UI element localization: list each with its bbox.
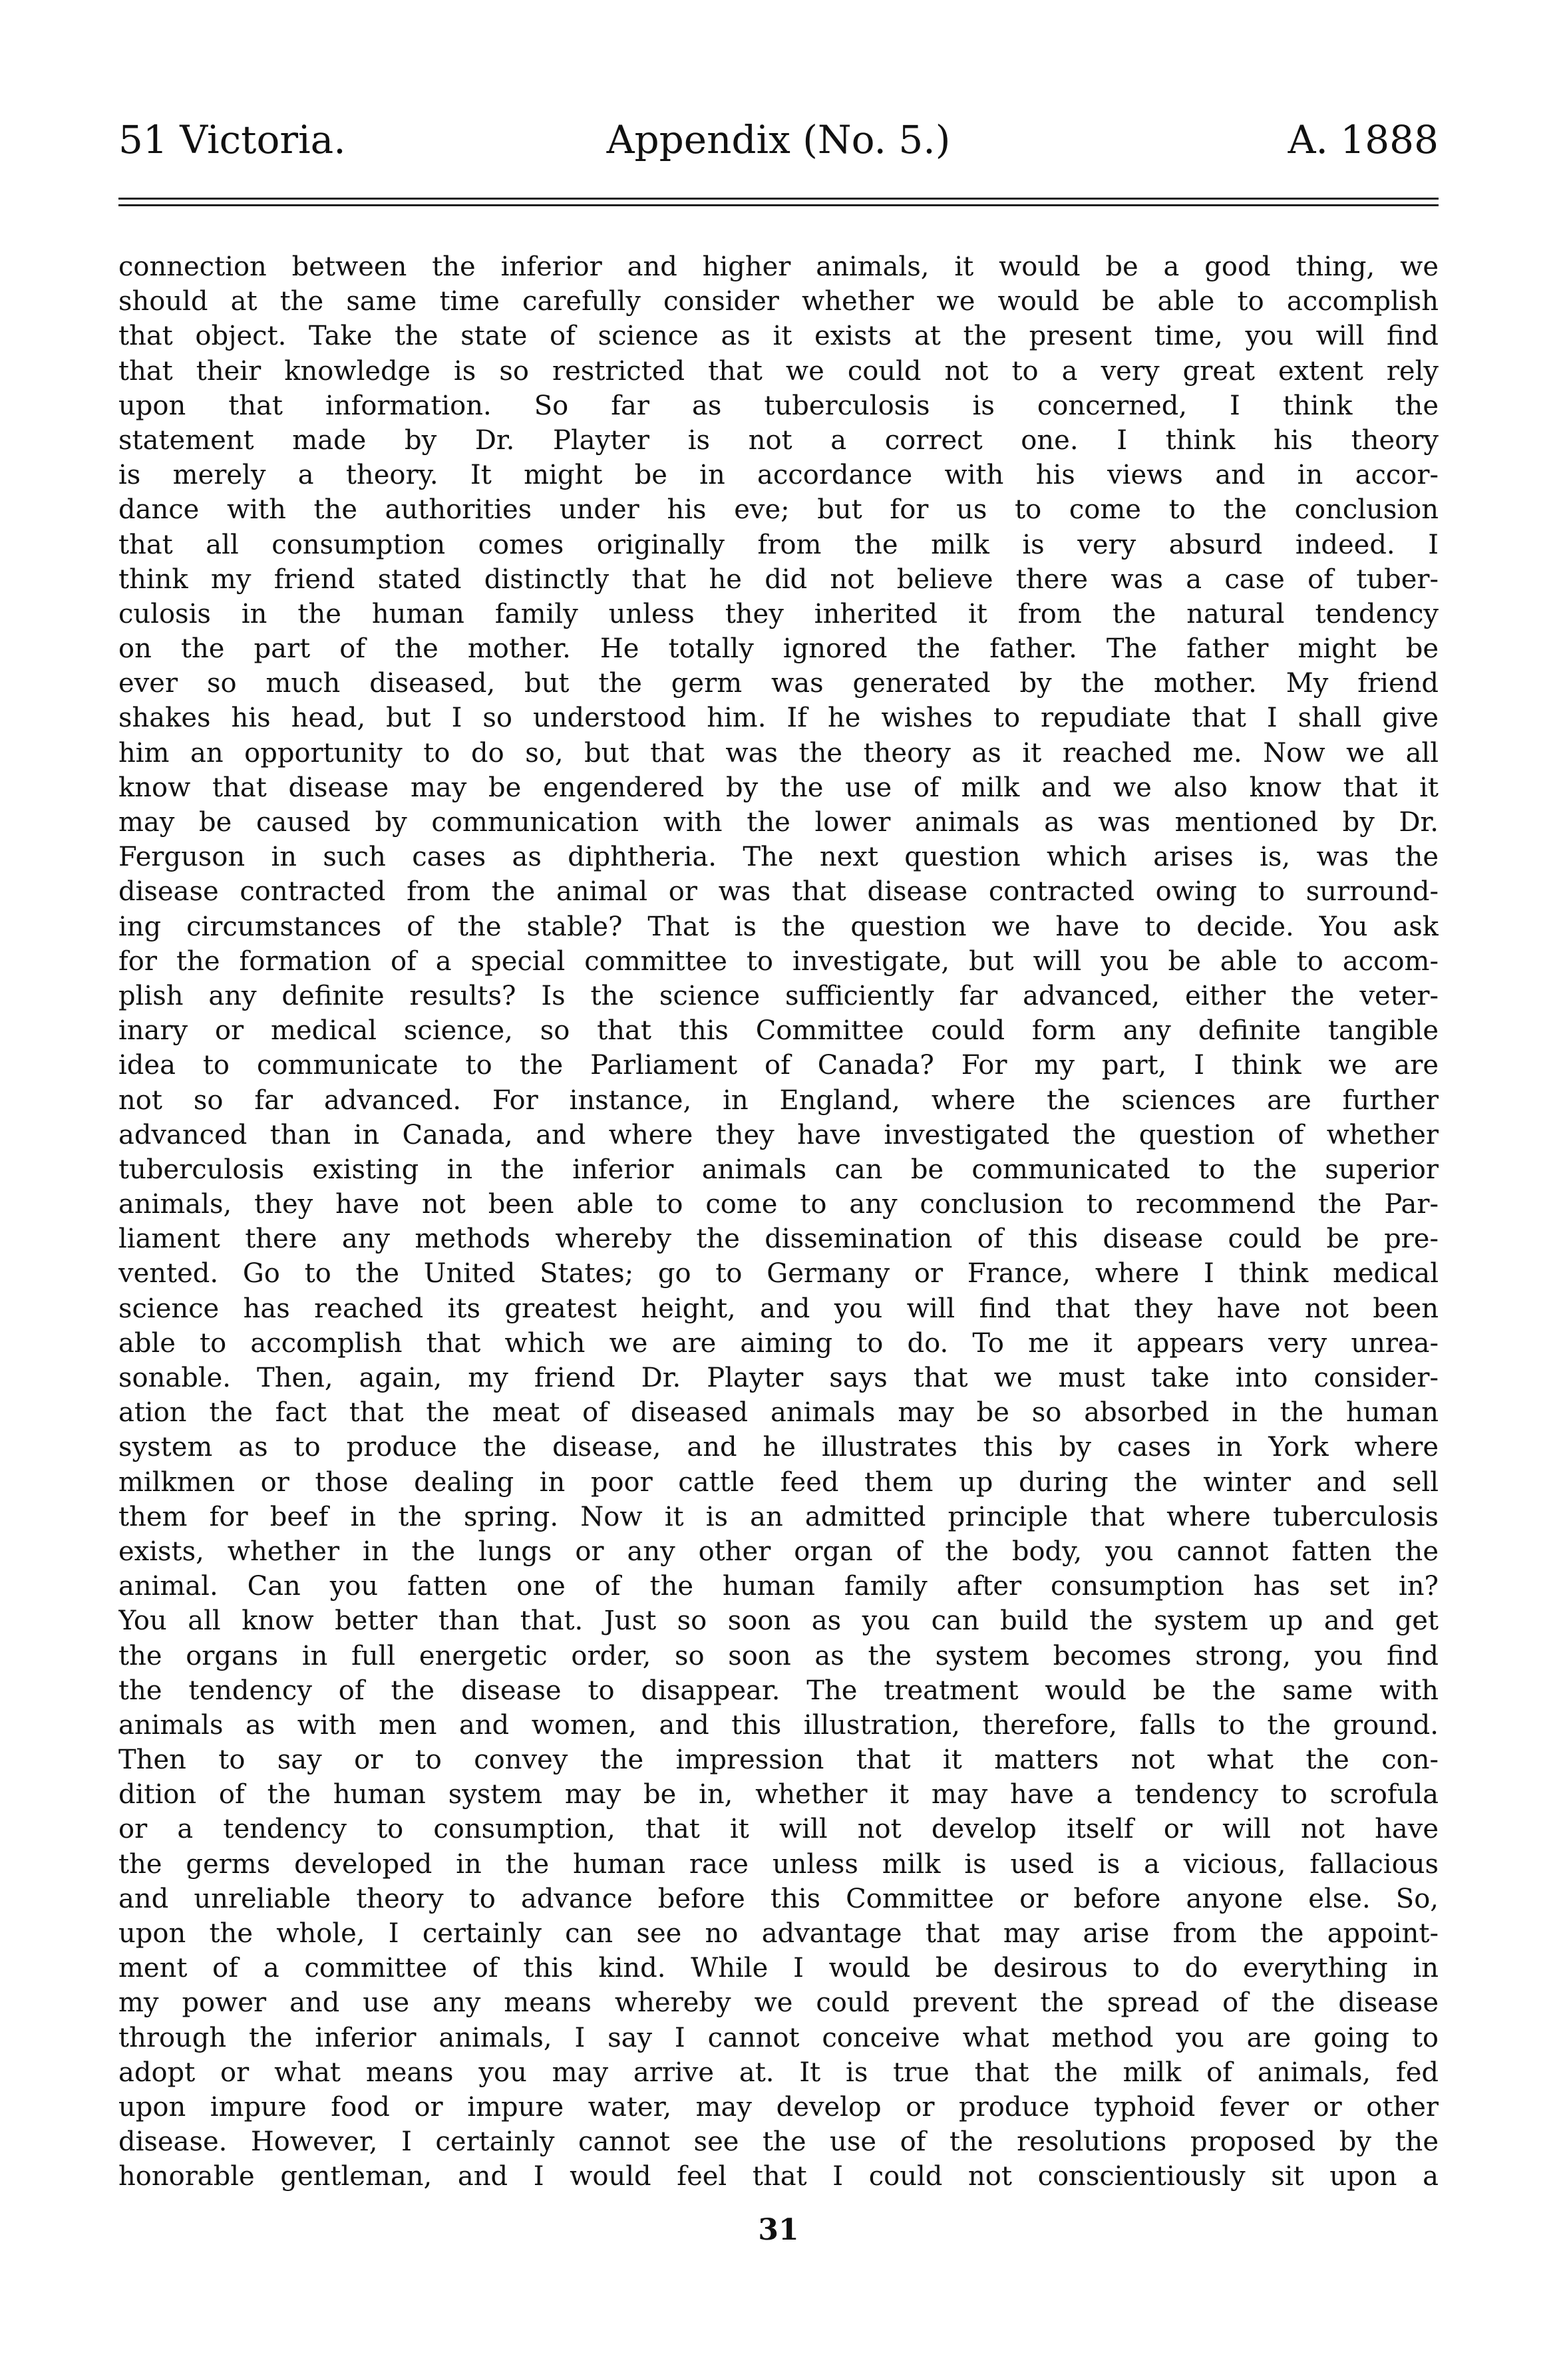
text-line: my power and use any means whereby we could prevent the spread of the disease [118,1987,1439,2019]
text-line: culosis in the human family unless they inherited it from the natural tendency [118,598,1439,629]
text-line: science has reached its greatest height, and you will find that they have not been [118,1293,1439,1324]
text-line: ing circumstances of the stable? That is the question we have to decide. You ask [118,911,1439,942]
text-line: animals, they have not been able to come to any conclusion to recommend the Par- [118,1189,1439,1220]
text-line: adopt or what means you may arrive at. It is true that the milk of animals, fed [118,2057,1439,2088]
text-line: disease. However, I certainly cannot see the use of the resolutions proposed by the [118,2126,1439,2158]
text-line: statement made by Dr. Playter is not a correct one. I think his theory [118,425,1439,456]
text-line: sonable. Then, again, my friend Dr. Playter says that we must take into consider- [118,1363,1439,1393]
header-year: A. 1888 [1288,117,1439,162]
page-number: 31 [758,2213,799,2247]
running-header [118,113,1439,166]
text-line: dance with the authorities under his eve; but for us to come to the conclusion [118,494,1439,526]
text-line: ever so much diseased, but the germ was generated by the mother. My friend [118,668,1439,699]
header-session: 51 Victoria. [118,117,346,162]
text-line: ment of a committee of this kind. While I would be desirous to do everything in [118,1953,1439,1984]
text-line: able to accomplish that which we are aiming to do. To me it appears very unrea- [118,1327,1439,1359]
text-line: animal. Can you fatten one of the human family after consumption has set in? [118,1571,1439,1602]
text-line: the tendency of the disease to disappear. The treatment would be the same with [118,1675,1439,1706]
text-line: should at the same time carefully consider whether we would be able to accomplish [118,286,1439,317]
text-line: animals as with men and women, and this illustration, therefore, falls to the ground. [118,1709,1439,1741]
text-line: and unreliable theory to advance before this Committee or before anyone else. So, [118,1883,1439,1914]
text-line: You all know better than that. Just so soon as you can build the system up and get [118,1606,1439,1637]
text-line: think my friend stated distinctly that he did not believe there was a case of tuber- [118,564,1439,595]
text-line: system as to produce the disease, and he illustrates this by cases in York where [118,1432,1439,1463]
text-line: is merely a theory. It might be in accordance with his views and in accor- [118,460,1439,491]
text-line: upon the whole, I certainly can see no advantage that may arise from the appoint- [118,1918,1439,1949]
text-line: inary or medical science, so that this Committee could form any definite tangible [118,1015,1439,1047]
text-line: the organs in full energetic order, so soon as the system becomes strong, you find [118,1640,1439,1671]
text-line: that all consumption comes originally from the milk is very absurd indeed. I [118,529,1439,560]
text-line: plish any definite results? Is the science sufficiently far advanced, either the veter- [118,980,1439,1011]
text-line: exists, whether in the lungs or any other organ of the body, you cannot fatten the [118,1536,1439,1567]
text-line: on the part of the mother. He totally ignored the father. The father might be [118,633,1439,665]
text-line: that object. Take the state of science as it exists at the present time, you will find [118,321,1439,352]
text-line: milkmen or those dealing in poor cattle feed them up during the winter and sell [118,1466,1439,1498]
text-line: vented. Go to the United States; go to Germany or France, where I think medical [118,1258,1439,1289]
text-line: advanced than in Canada, and where they have investigated the question of whether [118,1119,1439,1150]
text-line: not so far advanced. For instance, in England, where the sciences are further [118,1085,1439,1116]
text-line: upon impure food or impure water, may develop or produce typhoid fever or other [118,2091,1439,2123]
text-line: know that disease may be engendered by the use of milk and we also know that it [118,772,1439,803]
header-rule-bottom [118,204,1439,206]
text-line: through the inferior animals, I say I cannot conceive what method you are going to [118,2022,1439,2053]
header-appendix: Appendix (No. 5.) [606,117,951,162]
text-line: liament there any methods whereby the dissemination of this disease could be pre- [118,1224,1439,1255]
text-line: ation the fact that the meat of diseased animals may be so absorbed in the human [118,1397,1439,1429]
text-line: tuberculosis existing in the inferior animals can be communicated to the superior [118,1154,1439,1185]
text-line: Ferguson in such cases as diphtheria. The next question which arises is, was the [118,842,1439,873]
text-line: may be caused by communication with the lower animals as was mentioned by Dr. [118,807,1439,838]
header-rule-top [118,198,1439,200]
text-line: for the formation of a special committee to investigate, but will you be able to accom- [118,945,1439,977]
text-line: or a tendency to consumption, that it will not develop itself or will not have [118,1814,1439,1845]
text-line: disease contracted from the animal or was that disease contracted owing to surround- [118,876,1439,908]
text-line: shakes his head, but I so understood him. If he wishes to repudiate that I shall give [118,703,1439,734]
text-line: honorable gentleman, and I would feel that I could not conscientiously sit upon a [118,2161,1439,2192]
body-text [118,250,1439,2194]
text-line: Then to say or to convey the impression that it matters not what the con- [118,1745,1439,1776]
text-line: connection between the inferior and higher animals, it would be a good thing, we [118,252,1439,282]
text-line: him an opportunity to do so, but that was the theory as it reached me. Now we all [118,737,1439,768]
text-line: them for beef in the spring. Now it is an admitted principle that where tuberculosis [118,1501,1439,1532]
text-line: dition of the human system may be in, whether it may have a tendency to scrofula [118,1779,1439,1810]
text-line: idea to communicate to the Parliament of Canada? For my part, I think we are [118,1050,1439,1081]
text-line: the germs developed in the human race unless milk is used is a vicious, fallacious [118,1848,1439,1880]
text-line: that their knowledge is so restricted that we could not to a very great extent rely [118,355,1439,387]
text-line: upon that information. So far as tuberculosis is concerned, I think the [118,390,1439,421]
